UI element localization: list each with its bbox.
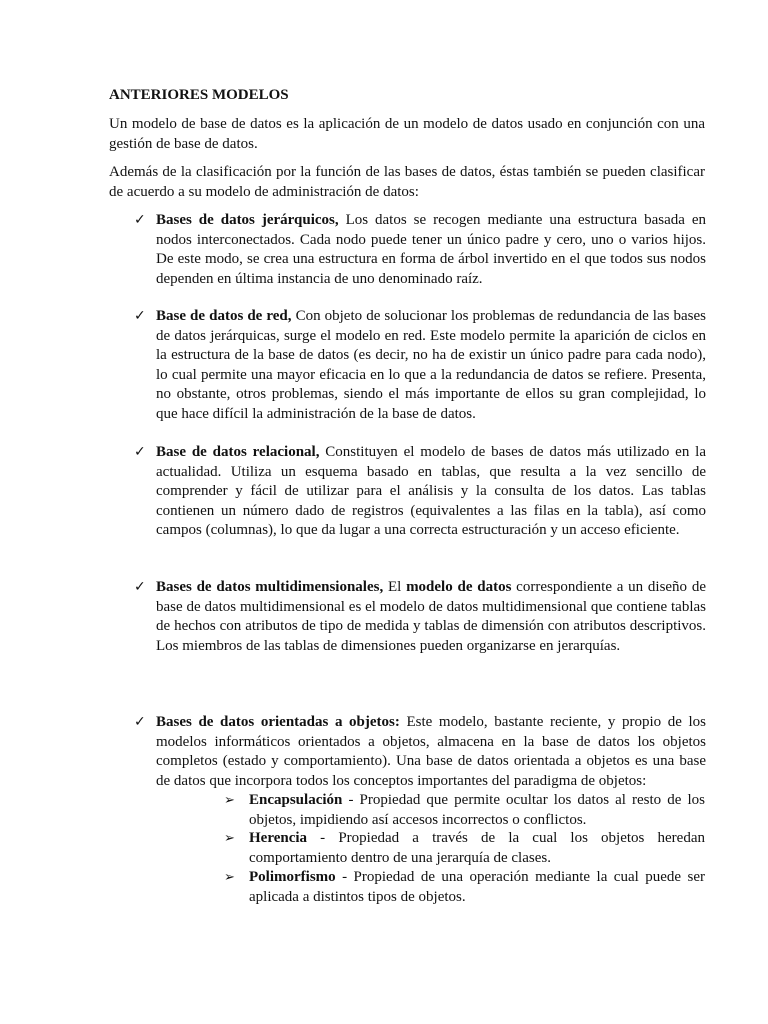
item-text: correspondiente a un diseño de base de datos multidimensional es el modelo de datos multidimensional que contiene tablas de hechos con atributos de tipo de medida y tablas de dimensión con atributos descriptivos. Los miembros de las tablas de dimensiones pueden organizarse en jerarquías. [156, 579, 706, 654]
item-text: Este modelo, bastante reciente, y propio de los modelos informáticos orientados a objetos, almacena en la base de datos los objetos completos (estado y comportamiento). Una base de datos orientada a objetos es una base de datos que incorpora todos los conceptos importantes del paradigma de objetos: [156, 714, 707, 789]
subitem-text: - Propiedad de una operación mediante la cual puede ser aplicada a distintos tipos de objetos. [249, 869, 705, 905]
item-text: Con objeto de solucionar los problemas de redundancia de las bases de datos jerárquicas, surge el modelo en red. Este modelo permite la aparición de ciclos en la estructura de la base de datos (es decir, no ha de existir un único padre para cada nodo), lo cual permite una mayor eficacia en lo que a la redundancia de datos se refiere. Presenta, no obstante, otros problemas, siendo el más importante de ellos su gran complejidad, lo que hace difícil la administración de la base de datos. [156, 308, 707, 422]
checkmark-icon: ✓ [134, 212, 146, 228]
subitem-text: - Propiedad a través de la cual los objetos heredan comportamiento dentro de una jerarquía de clases. [249, 830, 705, 866]
checkmark-icon: ✓ [134, 444, 146, 460]
sublist-item-polymorphism [224, 868, 705, 907]
list-item-multidimensional [134, 578, 706, 656]
item-heading: Bases de datos jerárquicos, [156, 212, 339, 228]
checkmark-icon: ✓ [134, 579, 146, 595]
list-item-relational [134, 443, 706, 541]
list-item-object-oriented [134, 713, 706, 791]
document-title: ANTERIORES MODELOS [109, 87, 289, 103]
item-text: Constituyen el modelo de bases de datos más utilizado en la actualidad. Utiliza un esquema basado en tablas, que resulta a la vez sencillo de comprender y fácil de utilizar para el análisis y la consulta de los datos. Las tablas contienen un número dado de registros (equivalentes a las filas en la tabla), así como campos (columnas), lo que da lugar a una correcta estructuración y un acceso eficiente. [156, 444, 706, 538]
sublist-item-inheritance [224, 829, 705, 868]
checkmark-icon: ✓ [134, 308, 146, 324]
subitem-heading: Polimorfismo [249, 869, 336, 885]
list-item-network [134, 307, 706, 424]
arrowhead-bullet-icon: ➢ [224, 831, 235, 846]
subitem-text: - Propiedad que permite ocultar los datos al resto de los objetos, impidiendo así accesos incorrectos o conflictos. [249, 792, 705, 828]
checkmark-icon: ✓ [134, 714, 146, 730]
item-inline-bold: modelo de datos [406, 579, 512, 595]
arrowhead-bullet-icon: ➢ [224, 870, 235, 885]
item-heading: Bases de datos multidimensionales, [156, 579, 384, 595]
item-text-before: El [383, 579, 407, 595]
subitem-heading: Herencia [249, 830, 308, 846]
list-item-hierarchical [134, 211, 706, 289]
sublist-item-encapsulation [224, 791, 705, 830]
subitem-heading: Encapsulación [249, 792, 343, 808]
item-heading: Base de datos relacional, [156, 444, 320, 460]
item-text: Los datos se recogen mediante una estructura basada en nodos interconectados. Cada nodo puede tener un único padre y cero, uno o varios hijos. De este modo, se crea una estructura en forma de árbol invertido en el que todos sus nodos dependen en última instancia de uno denominado raíz. [156, 212, 706, 287]
arrowhead-bullet-icon: ➢ [224, 793, 235, 808]
classification-paragraph: Además de la clasificación por la función de las bases de datos, éstas también se pueden clasificar de acuerdo a su modelo de administración de datos: [109, 164, 705, 200]
item-heading: Base de datos de red, [156, 308, 292, 324]
item-heading: Bases de datos orientadas a objetos: [156, 714, 400, 730]
intro-paragraph: Un modelo de base de datos es la aplicación de un modelo de datos usado en conjunción con una gestión de base de datos. [109, 116, 705, 152]
